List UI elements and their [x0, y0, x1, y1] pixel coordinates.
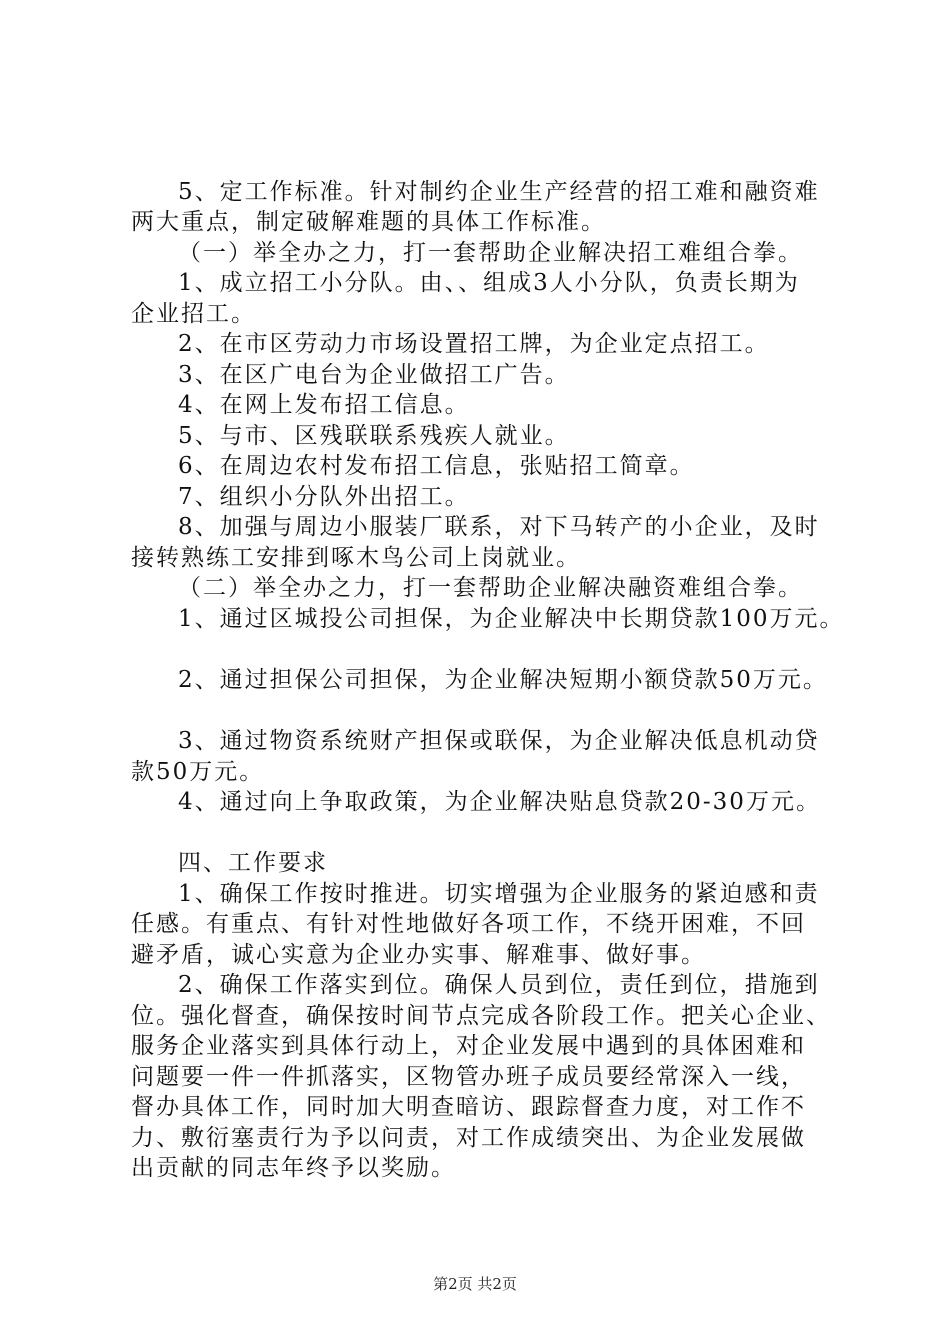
text-line: 避矛盾，诚心实意为企业办实事、解难事、做好事。: [131, 942, 706, 968]
text-line: 位。强化督查，确保按时间节点完成各阶段工作。把关心企业、: [131, 1003, 831, 1029]
text-line: 4、通过向上争取政策，为企业解决贴息贷款20-30万元。: [178, 789, 821, 815]
text-line: （一）举全办之力，打一套帮助企业解决招工难组合拳。: [178, 240, 803, 266]
text-line: 6、在周边农村发布招工信息，张贴招工简章。: [178, 453, 695, 479]
text-line: 5、与市、区残联联系残疾人就业。: [178, 423, 570, 449]
text-line: 任感。有重点、有针对性地做好各项工作，不绕开困难，不回: [131, 911, 806, 937]
text-line: 企业招工。: [131, 301, 256, 327]
text-line: 接转熟练工安排到啄木鸟公司上岗就业。: [131, 545, 581, 571]
text-line: 7、组织小分队外出招工。: [178, 484, 470, 510]
text-line: 8、加强与周边小服装厂联系，对下马转产的小企业，及时: [178, 514, 820, 540]
text-line: 两大重点，制定破解难题的具体工作标准。: [131, 209, 606, 235]
page-number-footer: 第2页 共2页: [433, 1275, 517, 1293]
text-line: 出贡献的同志年终予以奖励。: [131, 1155, 456, 1181]
text-line: 1、成立招工小分队。由、、组成3人小分队，负责长期为: [178, 270, 800, 296]
text-line: 2、在市区劳动力市场设置招工牌，为企业定点招工。: [178, 331, 770, 357]
text-line: 2、通过担保公司担保，为企业解决短期小额贷款50万元。: [178, 667, 828, 693]
text-line: 款50万元。: [131, 759, 265, 785]
text-line: （二）举全办之力，打一套帮助企业解决融资难组合拳。: [178, 575, 803, 601]
text-line: 力、敷衍塞责行为予以问责，对工作成绩突出、为企业发展做: [131, 1125, 806, 1151]
text-line: 4、在网上发布招工信息。: [178, 392, 470, 418]
text-line: 3、通过物资系统财产担保或联保，为企业解决低息机动贷: [178, 728, 820, 754]
text-line: 5、定工作标准。针对制约企业生产经营的招工难和融资难: [178, 179, 820, 205]
text-line: 1、确保工作按时推进。切实增强为企业服务的紧迫感和责: [178, 881, 820, 907]
section-heading: 四、工作要求: [178, 850, 328, 876]
text-line: 服务企业落实到具体行动上，对企业发展中遇到的具体困难和: [131, 1033, 806, 1059]
text-line: 问题要一件一件抓落实，区物管办班子成员要经常深入一线，: [131, 1064, 806, 1090]
text-line: 2、确保工作落实到位。确保人员到位，责任到位，措施到: [178, 972, 820, 998]
text-line: 1、通过区城投公司担保，为企业解决中长期贷款100万元。: [178, 606, 845, 632]
text-line: 督办具体工作，同时加大明查暗访、跟踪督查力度，对工作不: [131, 1094, 806, 1120]
text-line: 3、在区广电台为企业做招工广告。: [178, 362, 570, 388]
